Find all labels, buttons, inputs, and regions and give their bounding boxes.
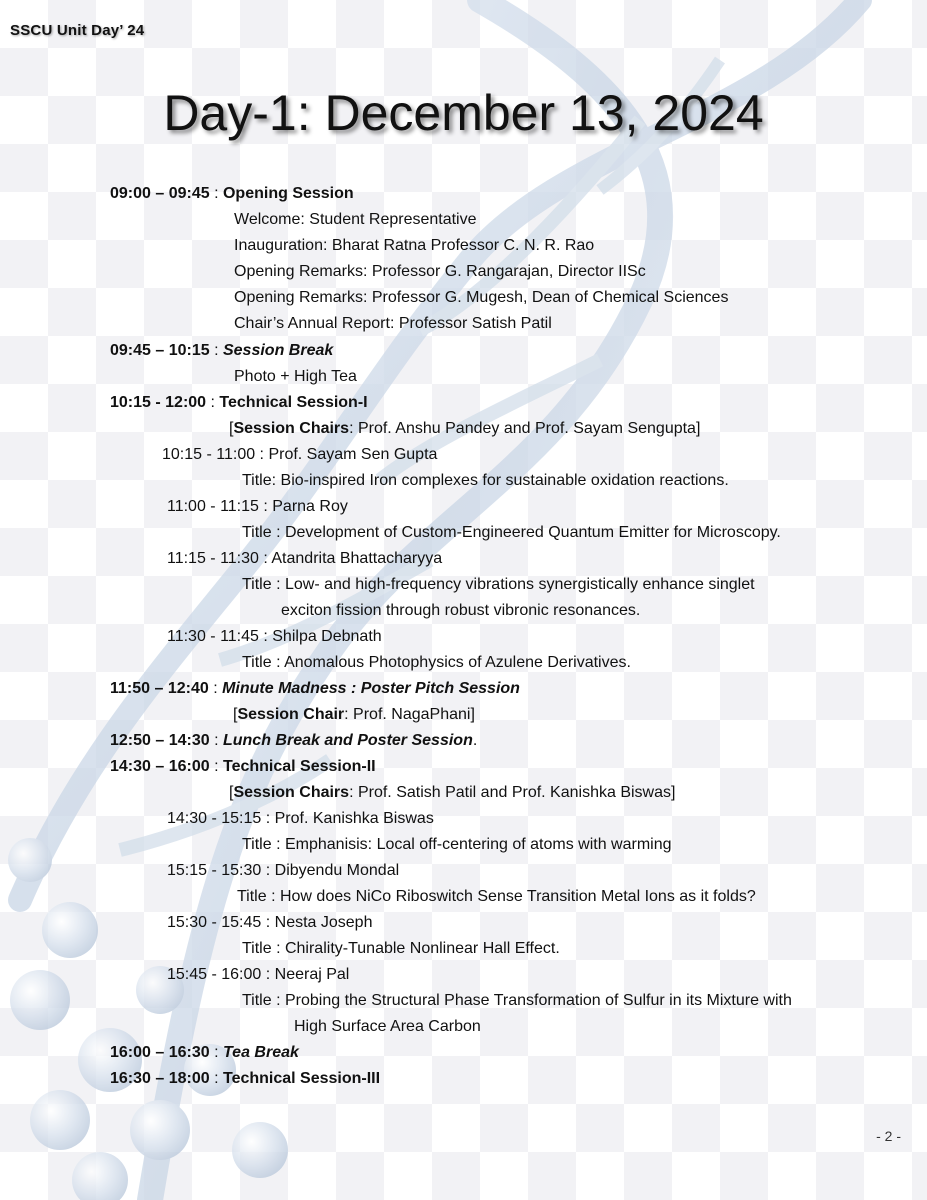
tea-time: 16:00 – 16:30 (110, 1044, 210, 1061)
talk-slot: 11:30 - 11:45 : Shilpa Debnath (167, 628, 382, 645)
separator: : (209, 732, 223, 749)
chairs-label: Session Chairs (233, 784, 350, 801)
tech3-label: Technical Session-III (222, 1070, 381, 1087)
tech2-chairs (229, 783, 675, 803)
talk-slot: 11:15 - 11:30 : Atandrita Bhattacharyya (167, 550, 443, 567)
talk-slot: 15:45 - 16:00 : Neeraj Pal (167, 966, 350, 983)
tech3-time: 16:30 – 18:00 (110, 1070, 210, 1087)
opening-item: Opening Remarks: Professor G. Mugesh, Dean of Chemical Sciences (234, 289, 729, 306)
talk-slot: 11:00 - 11:15 : Parna Roy (167, 498, 348, 515)
break-time: 09:45 – 10:15 (110, 342, 210, 359)
chairs-names: : Prof. Anshu Pandey and Prof. Sayam Sengupta] (349, 420, 701, 437)
technical-session-2-row (110, 757, 376, 777)
talk-slot: 15:30 - 15:45 : Nesta Joseph (167, 914, 373, 931)
opening-item: Inauguration: Bharat Ratna Professor C. N. R. Rao (234, 237, 595, 254)
separator: : (209, 342, 223, 359)
opening-session-row (110, 184, 354, 204)
opening-item: Opening Remarks: Professor G. Rangarajan, Director IISc (234, 263, 646, 280)
break-detail: Photo + High Tea (234, 368, 357, 385)
minute-madness-row (110, 679, 520, 699)
talk-title-continued: High Surface Area Carbon (294, 1018, 481, 1035)
separator: : (206, 394, 220, 411)
tech1-chairs (229, 419, 700, 439)
opening-label: Opening Session (222, 185, 354, 202)
tea-label: Tea Break (222, 1044, 299, 1061)
opening-item: Chair’s Annual Report: Professor Satish Patil (234, 315, 552, 332)
chair-name: : Prof. NagaPhani] (344, 706, 475, 723)
break-label: Session Break (222, 342, 334, 359)
madness-chair (233, 705, 475, 725)
madness-time: 11:50 – 12:40 (110, 680, 209, 697)
technical-session-1-row (110, 393, 368, 413)
separator: : (209, 758, 223, 775)
tech1-time: 10:15 - 12:00 (110, 394, 207, 411)
talk-title-continued: exciton fission through robust vibronic resonances. (281, 602, 641, 619)
tech1-label: Technical Session-I (219, 394, 368, 411)
separator: : (209, 1044, 223, 1061)
chairs-names: : Prof. Satish Patil and Prof. Kanishka Biswas] (349, 784, 676, 801)
talk-title: Title : How does NiCo Riboswitch Sense Transition Metal Ions as it folds? (237, 888, 756, 905)
open-bracket: [ (229, 784, 234, 801)
session-break-row (110, 341, 333, 361)
talk-title: Title : Probing the Structural Phase Transformation of Sulfur in its Mixture with (242, 992, 792, 1009)
tech2-time: 14:30 – 16:00 (110, 758, 210, 775)
open-bracket: [ (229, 420, 234, 437)
talk-title: Title : Low- and high-frequency vibrations synergistically enhance singlet (242, 576, 755, 593)
madness-label: Minute Madness : Poster Pitch Session (222, 680, 520, 697)
lunch-suffix: . (472, 732, 478, 749)
page-title: Day-1: December 13, 2024 (163, 85, 764, 141)
lunch-row (110, 731, 477, 751)
separator: : (209, 185, 223, 202)
technical-session-3-row (110, 1069, 380, 1089)
separator: : (208, 680, 223, 697)
talk-title: Title: Bio-inspired Iron complexes for sustainable oxidation reactions. (242, 472, 729, 489)
talk-title: Title : Chirality-Tunable Nonlinear Hall Effect. (242, 940, 560, 957)
opening-time: 09:00 – 09:45 (110, 185, 210, 202)
talk-slot: 15:15 - 15:30 : Dibyendu Mondal (167, 862, 400, 879)
talk-title: Title : Anomalous Photophysics of Azulene Derivatives. (242, 654, 631, 671)
talk-title: Title : Emphanisis: Local off-centering of atoms with warming (242, 836, 672, 853)
chairs-label: Session Chairs (233, 420, 350, 437)
event-header: SSCU Unit Day’ 24 (10, 22, 145, 39)
talk-title: Title : Development of Custom-Engineered Quantum Emitter for Microscopy. (242, 524, 781, 541)
page-number: - 2 - (876, 1128, 901, 1144)
opening-item: Welcome: Student Representative (234, 211, 477, 228)
lunch-time: 12:50 – 14:30 (110, 732, 210, 749)
tea-break-row (110, 1043, 299, 1063)
lunch-label: Lunch Break and Poster Session (222, 732, 473, 749)
chair-label: Session Chair (237, 706, 345, 723)
tech2-label: Technical Session-II (222, 758, 376, 775)
open-bracket: [ (233, 706, 238, 723)
talk-slot: 10:15 - 11:00 : Prof. Sayam Sen Gupta (162, 446, 438, 463)
separator: : (209, 1070, 223, 1087)
talk-slot: 14:30 - 15:15 : Prof. Kanishka Biswas (167, 810, 434, 827)
